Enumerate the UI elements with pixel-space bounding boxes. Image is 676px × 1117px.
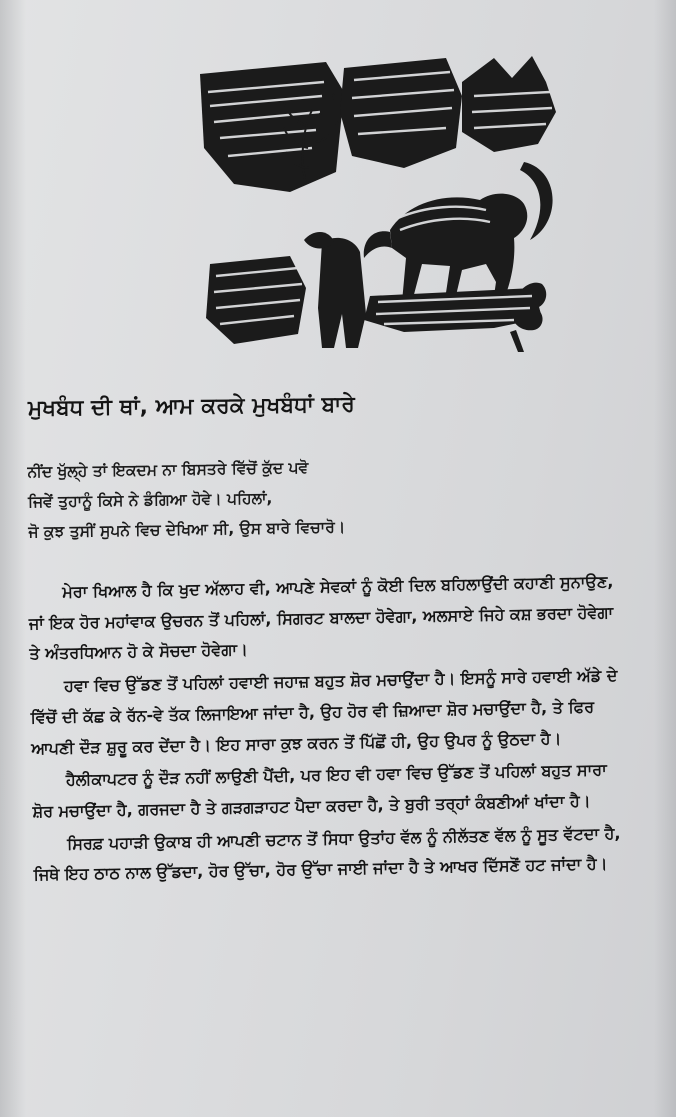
illustration-container: [194, 52, 560, 352]
woodcut-illustration-icon: [194, 52, 560, 352]
page-content: [28, 52, 628, 891]
paragraph: ਮੇਰਾ ਖਿਆਲ ਹੈ ਕਿ ਖੁਦ ਅੱਲਾਹ ਵੀ, ਆਪਣੇ ਸੇਵਕਾਂ ਨੂੰ ਕੋਈ ਦਿਲ ਬਹਿਲਾਉਂਦੀ ਕਹਾਣੀ ਸੁਨਾਉਣ, ਜਾਂ ਇਕ ਹੋਰ ਮਹਾਂਵਾਕ ਉਚਰਨ ਤੋਂ ਪਹਿਲਾਂ, ਸਿਗਰਟ ਬਾਲਦਾ ਹੋਵੇਗਾ, ਅਲਸਾਏ ਜਿਹੇ ਕਸ਼ ਭਰਦਾ ਹੋਵੇਗਾ ਤੇ ਅੰਤਰਧਿਆਨ ਹੋ ਕੇ ਸੋਚਦਾ ਹੋਵੇਗਾ।: [28, 571, 614, 663]
epigraph-line: ਨੀਂਦ ਖੁੱਲ੍ਹੇ ਤਾਂ ਇਕਦਮ ਨਾ ਬਿਸਤਰੇ ਵਿੱਚੋਂ ਕੁੱਦ ਪਵੋ: [27, 458, 309, 481]
paragraph: ਹਵਾ ਵਿਚ ਉੱਡਣ ਤੋਂ ਪਹਿਲਾਂ ਹਵਾਈ ਜਹਾਜ਼ ਬਹੁਤ ਸ਼ੋਰ ਮਚਾਉਂਦਾ ਹੈ। ਇਸਨੂੰ ਸਾਰੇ ਹਵਾਈ ਅੱਡੇ ਦੇ ਵਿੱਚੋਂ ਦੀ ਕੱਛ ਕੇ ਰੱਨ-ਵੇ ਤੱਕ ਲਿਜਾਇਆ ਜਾਂਦਾ ਹੈ, ਉਹ ਹੋਰ ਵੀ ਜ਼ਿਆਦਾ ਸ਼ੋਰ ਮਚਾਉਂਦਾ ਹੈ, ਤੇ ਫਿਰ ਆਪਣੀ ਦੌੜ ਸ਼ੁਰੂ ਕਰ ਦੇਂਦਾ ਹੈ। ਇਹ ਸਾਰਾ ਕੁਝ ਕਰਨ ਤੋਂ ਪਿੱਛੋਂ ਹੀ, ਉਹ ਉਪਰ ਨੂੰ ਉਠਦਾ ਹੈ।: [30, 665, 618, 758]
body-text: [28, 566, 634, 891]
epigraph-line: ਜਿਵੇਂ ਤੁਹਾਨੂੰ ਕਿਸੇ ਨੇ ਡੰਗਿਆ ਹੋਵੇ। ਪਹਿਲਾਂ,: [27, 489, 273, 512]
paragraph: ਹੈਲੀਕਾਪਟਰ ਨੂੰ ਦੌੜ ਨਹੀਂ ਲਾਉਣੀ ਪੈਂਦੀ, ਪਰ ਇਹ ਵੀ ਹਵਾ ਵਿਚ ਉੱਡਣ ਤੋਂ ਪਹਿਲਾਂ ਬਹੁਤ ਸਾਰਾ ਸ਼ੋਰ ਮਚਾਉਂਦਾ ਹੈ, ਗਰਜਦਾ ਹੈ ਤੇ ਗੜਗੜਾਹਟ ਪੈਦਾ ਕਰਦਾ ਹੈ, ਤੇ ਬੁਰੀ ਤਰ੍ਹਾਂ ਕੰਬਣੀਆਂ ਖਾਂਦਾ ਹੈ।: [32, 759, 607, 821]
epigraph: [27, 447, 628, 547]
paragraph: ਸਿਰਫ਼ ਪਹਾੜੀ ਉਕਾਬ ਹੀ ਆਪਣੀ ਚਟਾਨ ਤੋਂ ਸਿਧਾ ਉਤਾਂਹ ਵੱਲ ਨੂੰ ਨੀਲੱਤਣ ਵੱਲ ਨੂੰ ਸੂਤ ਵੱਟਦਾ ਹੈ, ਜਿਥੇ ਇਹ ਠਾਠ ਨਾਲ ਉੱਡਦਾ, ਹੋਰ ਉੱਚਾ, ਹੋਰ ਉੱਚਾ ਜਾਈ ਜਾਂਦਾ ਹੈ ਤੇ ਆਖਰ ਦਿੱਸਣੋਂ ਹਟ ਜਾਂਦਾ ਹੈ।: [33, 822, 621, 884]
page-title: ਮੁਖਬੰਧ ਦੀ ਥਾਂ, ਆਮ ਕਰਕੇ ਮੁਖਬੰਧਾਂ ਬਾਰੇ: [27, 392, 356, 421]
epigraph-line: ਜੋ ਕੁਝ ਤੁਸੀਂ ਸੁਪਨੇ ਵਿਚ ਦੇਖਿਆ ਸੀ, ਉਸ ਬਾਰੇ ਵਿਚਾਰੋ।: [28, 518, 346, 542]
